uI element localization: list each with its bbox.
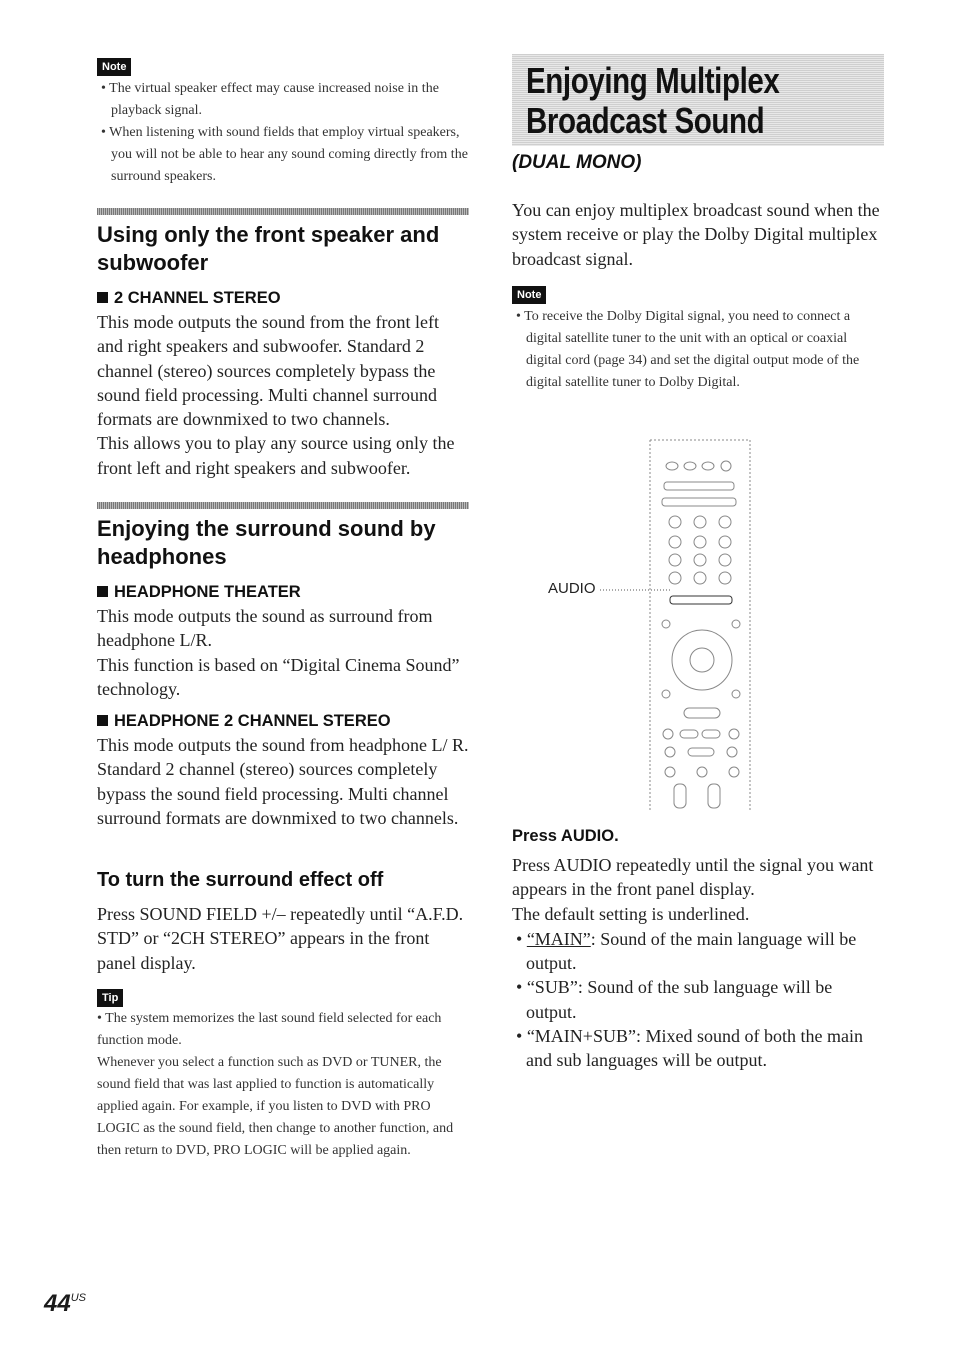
remote-button-icon bbox=[719, 554, 731, 566]
remote-button-icon bbox=[680, 730, 698, 738]
tip-text bbox=[97, 1008, 469, 1162]
left-note bbox=[97, 57, 469, 188]
section-body: This mode outputs the sound from the front left and right speakers and subwoofer. Standard 2 channel (stereo) sources completely bypass the sound field processing. Multi channel surround formats are downmixed to two channels. This allows you to play any source using only the front left and right speakers and subwoofer. bbox=[97, 312, 455, 478]
remote-button-icon bbox=[719, 516, 731, 528]
remote-label: AUDIO bbox=[548, 580, 596, 597]
note-item: • To receive the Dolby Digital signal, you need to connect a digital satellite tuner to the unit with an optical or coaxial digital cord (page 34) and set the digital output mode of the digital satellite tuner to Dolby Digital. bbox=[516, 309, 860, 390]
section-title: To turn the surround effect off bbox=[97, 869, 384, 891]
remote-button-icon bbox=[684, 708, 720, 718]
remote-button-icon bbox=[702, 730, 720, 738]
remote-button-icon bbox=[684, 462, 696, 470]
page-suffix: US bbox=[70, 1292, 86, 1304]
square-bullet-icon bbox=[97, 292, 108, 303]
remote-button-icon bbox=[719, 572, 731, 584]
option-item: • “MAIN+SUB”: Mixed sound of both the main and sub languages will be output. bbox=[516, 1026, 863, 1071]
section-surround-off bbox=[97, 866, 469, 975]
subtitle: (DUAL MONO) bbox=[512, 152, 642, 173]
tip-line: Whenever you select a function such as DVD or TUNER, the sound field that was last applied to function is automatically applied again. For example, if you listen to DVD with PRO LOGIC as the sound field, then change to another function, and then return to DVD, PRO LOGIC will be applied again. bbox=[97, 1055, 454, 1158]
remote-button-icon bbox=[708, 784, 720, 808]
remote-button-icon bbox=[719, 536, 731, 548]
banner-title-line: Enjoying Multiplex bbox=[526, 60, 780, 101]
intro-text: You can enjoy multiplex broadcast sound when the system receive or play the Dolby Digital multiplex broadcast signal. bbox=[512, 200, 880, 269]
dpad-icon bbox=[672, 630, 732, 690]
page-number: $44^{US}$ bbox=[44, 1290, 86, 1317]
remote-button-icon bbox=[688, 748, 714, 756]
tip-badge: Tip bbox=[97, 989, 123, 1007]
remote-button-icon bbox=[732, 690, 740, 698]
remote-button-icon bbox=[669, 554, 681, 566]
remote-button-icon bbox=[697, 767, 707, 777]
remote-button-icon bbox=[669, 516, 681, 528]
remote-illustration bbox=[600, 438, 760, 810]
remote-button-icon bbox=[674, 784, 686, 808]
square-bullet-icon bbox=[97, 715, 108, 726]
remote-button-icon bbox=[702, 462, 714, 470]
option-item: • “MAIN”: Sound of the main language will be output. bbox=[516, 928, 857, 974]
audio-button-icon bbox=[670, 596, 732, 604]
tip-line: • The system memorizes the last sound field selected for each function mode. bbox=[97, 1011, 442, 1048]
section-title: Using only the front speaker and subwoofer bbox=[97, 222, 440, 275]
remote-button-icon bbox=[662, 620, 670, 628]
section-body: This mode outputs the sound from headphone L/ R. Standard 2 channel (stereo) sources completely bypass the sound field processing. Multi channel surround formats are downmixed to two channels. bbox=[97, 735, 469, 829]
note-badge: Note bbox=[512, 286, 546, 304]
left-tip bbox=[97, 988, 469, 1162]
note-badge: Note bbox=[97, 58, 131, 76]
banner-title-line: Broadcast Sound bbox=[526, 100, 765, 141]
subsection-heading: 2 CHANNEL STEREO bbox=[97, 287, 469, 309]
remote-outline bbox=[650, 440, 750, 810]
section-body: This mode outputs the sound as surround from headphone L/R. This function is based on “Digital Cinema Sound” technology. bbox=[97, 606, 460, 699]
subsection-heading: HEADPHONE THEATER bbox=[97, 581, 469, 603]
remote-button-icon bbox=[669, 536, 681, 548]
remote-button-icon bbox=[694, 516, 706, 528]
remote-button-icon bbox=[727, 747, 737, 757]
remote-button-icon bbox=[694, 536, 706, 548]
note-list bbox=[97, 78, 469, 188]
note-item: • The virtual speaker effect may cause increased noise in the playback signal. bbox=[101, 81, 439, 118]
remote-button-icon bbox=[666, 462, 678, 470]
remote-button-icon bbox=[662, 498, 736, 506]
note-item: • When listening with sound fields that employ virtual speakers, you will not be able to hear any sound coming directly from the surround speakers. bbox=[101, 125, 468, 184]
remote-button-icon bbox=[665, 767, 675, 777]
remote-button-icon bbox=[721, 461, 731, 471]
remote-button-icon bbox=[729, 767, 739, 777]
section-body: Press SOUND FIELD +/– repeatedly until “A.F.D. STD” or “2CH STEREO” appears in the front panel display. bbox=[97, 904, 464, 973]
press-heading: Press AUDIO. bbox=[512, 827, 619, 845]
remote-button-icon bbox=[729, 729, 739, 739]
banner bbox=[512, 54, 884, 146]
section-rule bbox=[97, 208, 469, 215]
section-front-speaker bbox=[97, 208, 469, 480]
remote-button-icon bbox=[669, 572, 681, 584]
option-list bbox=[512, 927, 884, 1073]
section-headphones bbox=[97, 502, 469, 830]
remote-button-icon bbox=[662, 690, 670, 698]
option-item: • “SUB”: Sound of the sub language will be output. bbox=[516, 977, 833, 1022]
remote-button-icon bbox=[663, 729, 673, 739]
remote-button-icon bbox=[664, 482, 734, 490]
square-bullet-icon bbox=[97, 586, 108, 597]
subsection-heading: HEADPHONE 2 CHANNEL STEREO bbox=[97, 710, 469, 732]
section-rule bbox=[97, 502, 469, 509]
remote-button-icon bbox=[694, 554, 706, 566]
remote-button-icon bbox=[732, 620, 740, 628]
press-body: Press AUDIO repeatedly until the signal you want appears in the front panel display. The default setting is underlined. • “MAIN”: Sound of the main language will be output. • “SUB”: Sound of the sub language will be output. • “MAIN+SUB”: Mixed sound of both the main and sub languages will be output. bbox=[512, 853, 884, 1073]
dpad-center-icon bbox=[690, 648, 714, 672]
remote-button-icon bbox=[694, 572, 706, 584]
note-list bbox=[512, 306, 884, 394]
remote-button-icon bbox=[665, 747, 675, 757]
section-title: Enjoying the surround sound by headphones bbox=[97, 516, 436, 569]
right-note bbox=[512, 285, 884, 394]
